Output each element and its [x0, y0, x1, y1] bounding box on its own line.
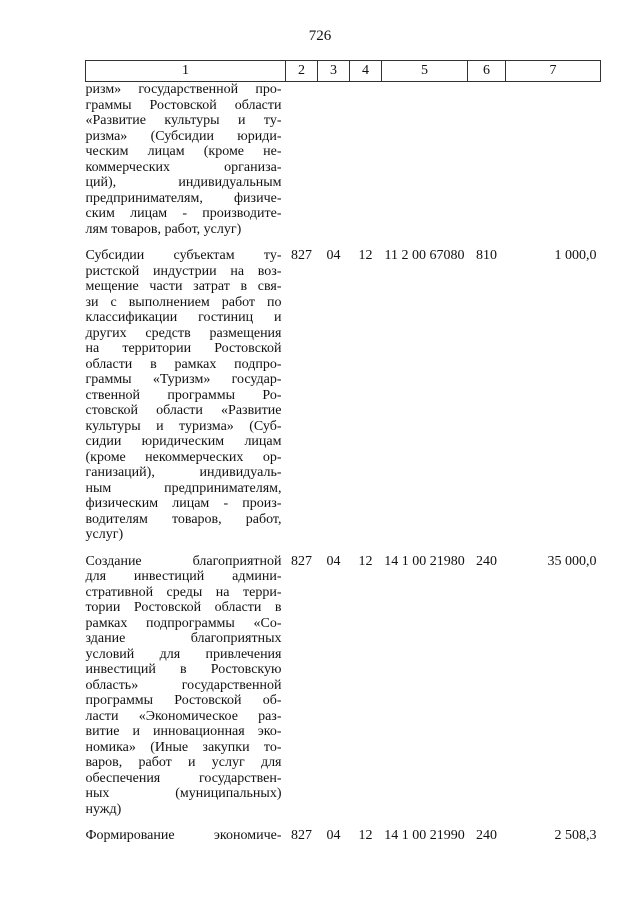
- description-line: инвестиций в Ростовскую: [85, 662, 282, 677]
- description-line: стративной среды на терри-: [85, 584, 282, 600]
- code-section: 04: [326, 553, 341, 569]
- description-line: ским лицам - производите-: [85, 206, 282, 221]
- description-line: рамках подпрограммы «Со-: [85, 615, 282, 631]
- table-header-row: [86, 61, 601, 82]
- description-line: ганизаций), индивидуаль-: [85, 465, 282, 480]
- description-line: граммы «Туризм» государ-: [85, 372, 282, 387]
- description-line: других средств размещения: [85, 325, 282, 341]
- code-ministry: 827: [291, 248, 312, 263]
- budget-table: [85, 60, 601, 844]
- description-line: культуры и туризма» (Суб-: [85, 418, 282, 434]
- code-subsection: [350, 82, 382, 238]
- description-line: Формирование экономиче-: [85, 828, 282, 843]
- column-header-5: 5: [382, 61, 468, 82]
- column-header-2: 2: [286, 61, 318, 82]
- column-header-6: 6: [468, 61, 506, 82]
- code-target-article: 14 1 00 21980: [384, 553, 465, 569]
- table-row: [86, 82, 601, 238]
- description-line: граммы Ростовской области: [85, 97, 282, 113]
- code-expense-type: 240: [476, 828, 497, 843]
- description-line: предпринимателям, физиче-: [85, 190, 282, 206]
- description-line: ций), индивидуальным: [85, 175, 282, 190]
- code-section: 04: [326, 248, 341, 263]
- description-line: для инвестиций админи-: [85, 569, 282, 584]
- description-line: на территории Ростовской: [85, 341, 282, 356]
- description-line: номика» (Иные закупки то-: [85, 739, 282, 755]
- description-line: ным предпринимателям,: [85, 480, 282, 496]
- code-target-article: 14 1 00 21990: [384, 828, 465, 843]
- description-line: ческим лицам (кроме не-: [85, 144, 282, 159]
- description-line: «Развитие культуры и ту-: [85, 113, 282, 128]
- description-line: обеспечения государствен-: [85, 770, 282, 786]
- description-line: физическим лицам - произ-: [85, 496, 282, 511]
- table-row: [86, 817, 601, 844]
- column-header-7: 7: [506, 61, 601, 82]
- description-line: зи с выполнением работ по: [85, 294, 282, 310]
- description-line: (кроме некоммерческих ор-: [85, 449, 282, 465]
- description-line: витие и инновационная эко-: [85, 724, 282, 739]
- code-section: [318, 82, 350, 238]
- code-target-article: [382, 82, 468, 238]
- description-line: ризма» (Субсидии юриди-: [85, 128, 282, 144]
- code-expense-type: 810: [476, 248, 497, 263]
- code-ministry: 827: [291, 553, 312, 569]
- table-row: [86, 237, 601, 543]
- code-ministry: 827: [291, 828, 312, 843]
- description-line: лям товаров, работ, услуг): [85, 221, 242, 237]
- code-subsection: 12: [358, 248, 373, 263]
- description-line: услуг): [85, 527, 124, 542]
- description-line: условий для привлечения: [85, 646, 282, 662]
- row-description: [86, 82, 286, 238]
- row-description: [86, 237, 286, 543]
- row-amount: [506, 82, 601, 238]
- description-line: сидии юридическим лицам: [85, 434, 282, 449]
- code-section: 04: [326, 828, 341, 843]
- description-line: область» государственной: [85, 677, 282, 693]
- page-number: 726: [308, 28, 332, 44]
- column-header-1: 1: [86, 61, 286, 82]
- description-line: ризм» государственной про-: [85, 82, 282, 97]
- description-line: Субсидии субъектам ту-: [85, 248, 282, 263]
- description-line: ласти «Экономическое раз-: [85, 708, 282, 724]
- row-amount: 1 000,0: [554, 248, 597, 263]
- description-line: водителям товаров, работ,: [85, 511, 282, 527]
- row-amount: 2 508,3: [554, 828, 597, 843]
- row-amount: 35 000,0: [547, 553, 597, 569]
- description-line: области в рамках подпро-: [85, 356, 282, 372]
- code-expense-type: 240: [476, 553, 497, 569]
- description-line: здание благоприятных: [85, 631, 282, 646]
- column-header-3: 3: [318, 61, 350, 82]
- code-target-article: 11 2 00 67080: [384, 248, 465, 263]
- description-line: ственной программы Ро-: [85, 387, 282, 403]
- description-line: варов, работ и услуг для: [85, 755, 282, 770]
- description-line: программы Ростовской об-: [85, 693, 282, 708]
- table-row: [86, 543, 601, 818]
- description-line: коммерческих организа-: [85, 159, 282, 175]
- description-line: ристской индустрии на воз-: [85, 263, 282, 279]
- description-line: стовской области «Развитие: [85, 403, 282, 418]
- row-description: [86, 543, 286, 818]
- row-description: [86, 817, 286, 844]
- code-expense-type: [468, 82, 506, 238]
- description-line: ных (муниципальных): [85, 786, 282, 801]
- description-line: тории Ростовской области в: [85, 600, 282, 615]
- column-header-4: 4: [350, 61, 382, 82]
- description-line: Создание благоприятной: [85, 553, 282, 569]
- description-line: мещение части затрат в свя-: [85, 279, 282, 294]
- code-subsection: 12: [358, 828, 373, 843]
- description-line: классификации гостиниц и: [85, 310, 282, 325]
- code-subsection: 12: [358, 553, 373, 569]
- code-ministry: [286, 82, 318, 238]
- description-line: нужд): [85, 801, 122, 817]
